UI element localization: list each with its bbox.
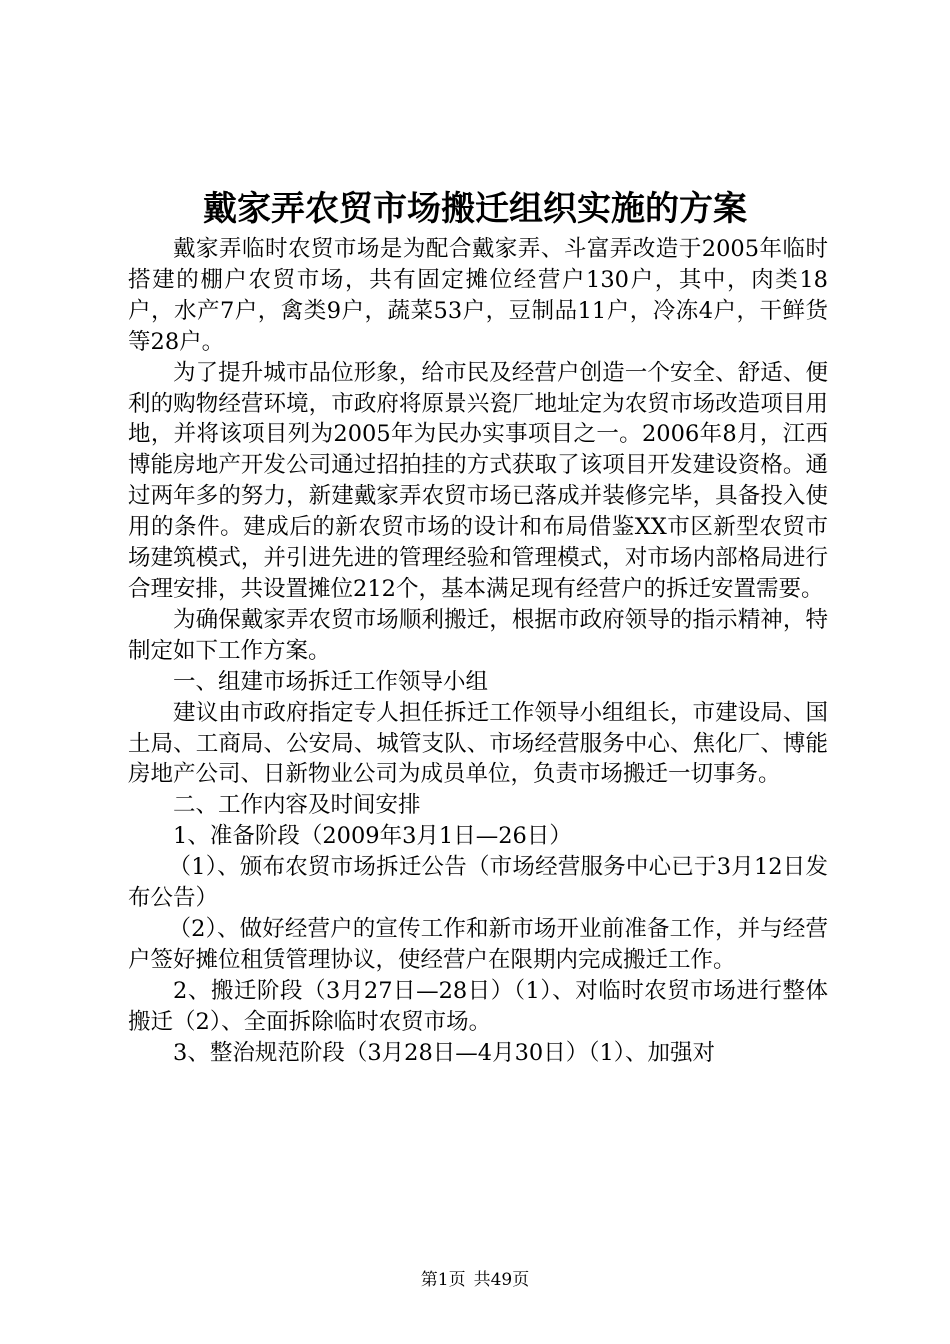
preparation-item-2: （2）、做好经营户的宣传工作和新市场开业前准备工作，并与经营户签好摊位租赁管理协议，使经营户在限期内完成搬迁工作。	[128, 915, 828, 973]
stage-relocation: 2、搬迁阶段（3月27日—28日）（1）、对临时农贸市场进行整体搬迁（2）、全面拆除临时农贸市场。	[128, 977, 828, 1035]
paragraph-intro: 戴家弄临时农贸市场是为配合戴家弄、斗富弄改造于2005年临时搭建的棚户农贸市场，共有固定摊位经营户130户，其中，肉类18户，水产7户，禽类9户，蔬菜53户，豆制品11户，冷冻4户，干鲜货等28户。	[128, 236, 828, 355]
paragraph-background: 为了提升城市品位形象，给市民及经营户创造一个安全、舒适、便利的购物经营环境，市政府将原景兴瓷厂地址定为农贸市场改造项目用地，并将该项目列为2005年为民办实事项目之一。2006年8月，江西博能房地产开发公司通过招拍挂的方式获取了该项目开发建设资格。通过两年多的努力，新建戴家弄农贸市场已落成并装修完毕，具备投入使用的条件。建成后的新农贸市场的设计和布局借鉴XX市区新型农贸市场建筑模式，并引进先进的管理经验和管理模式，对市场内部格局进行合理安排，共设置摊位212个，基本满足现有经营户的拆迁安置需要。	[128, 359, 828, 602]
page-total: 共49页	[473, 1270, 530, 1290]
document-body	[128, 234, 828, 1068]
section-heading-2: 二、工作内容及时间安排	[173, 792, 421, 819]
stage-rectification: 3、整治规范阶段（3月28日—4月30日）（1）、加强对	[173, 1039, 716, 1066]
paragraph-purpose: 为确保戴家弄农贸市场顺利搬迁，根据市政府领导的指示精神，特制定如下工作方案。	[128, 606, 828, 664]
section-heading-1: 一、组建市场拆迁工作领导小组	[173, 668, 489, 695]
page-footer	[0, 1268, 950, 1292]
paragraph-leadership: 建议由市政府指定专人担任拆迁工作领导小组组长，市建设局、国土局、工商局、公安局、城管支队、市场经营服务中心、焦化厂、博能房地产公司、日新物业公司为成员单位，负责市场搬迁一切事务。	[128, 699, 828, 788]
page-number: 第1页	[420, 1270, 466, 1290]
stage-preparation: 1、准备阶段（2009年3月1日—26日）	[173, 823, 572, 850]
preparation-item-1: （1）、颁布农贸市场拆迁公告（市场经营服务中心已于3月12日发布公告）	[128, 854, 828, 912]
document-title: 戴家弄农贸市场搬迁组织实施的方案	[203, 189, 747, 229]
